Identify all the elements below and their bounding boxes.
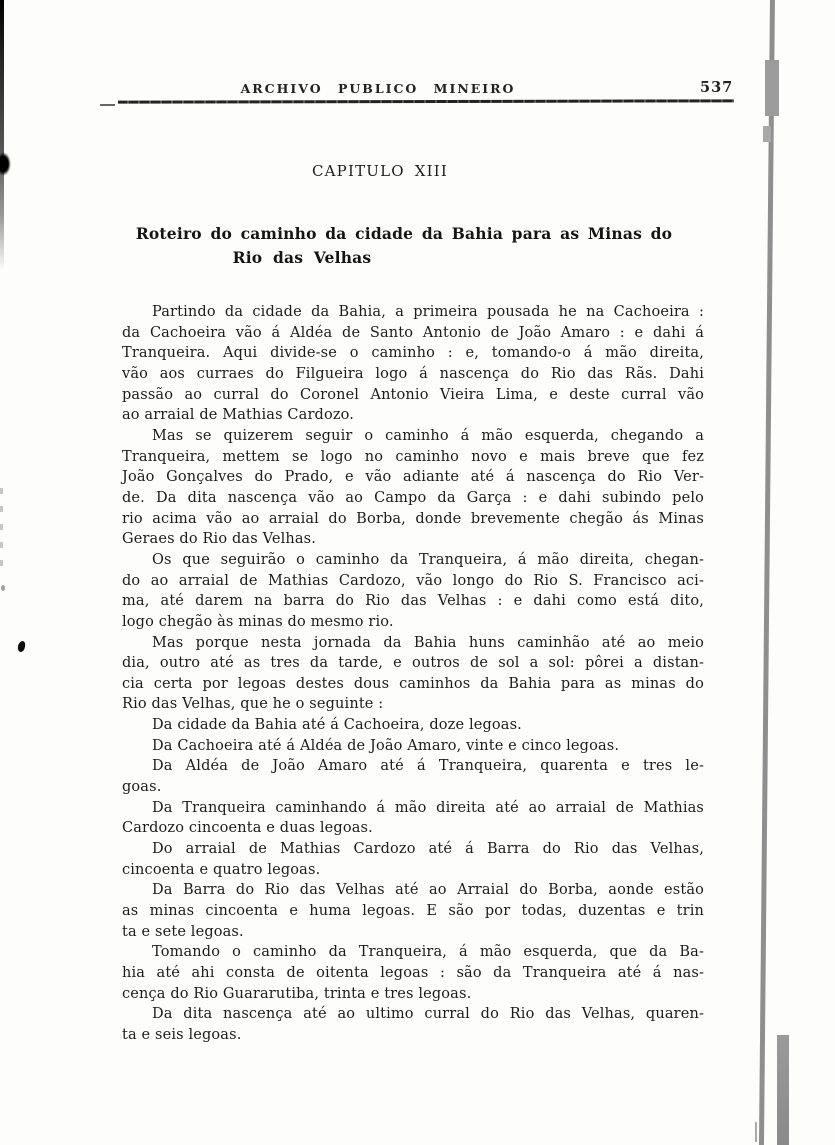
header-rule-dash bbox=[100, 104, 115, 106]
text-line: Da Barra do Rio das Velhas até ao Arraial do Borba, aonde estão bbox=[152, 882, 704, 899]
text-line: ao arraial de Mathias Cardozo. bbox=[122, 407, 355, 424]
ink-spot bbox=[17, 641, 25, 653]
text-line: rio acima vão ao arraial do Borba, donde brevemente chegão ás Minas bbox=[122, 510, 704, 527]
text-line: Do arraial de Mathias Cardozo até á Barra do Rio das Velhas, bbox=[152, 841, 704, 858]
paragraph bbox=[122, 633, 704, 716]
text-line: Da dita nascença até ao ultimo curral do Rio das Velhas, quaren- bbox=[152, 1006, 704, 1023]
page-gutter-smudge-bottom bbox=[777, 1035, 789, 1145]
text-line: vão aos curraes do Filgueira logo á nascença do Rio das Rãs. Dahi bbox=[122, 365, 704, 382]
section-title-line2: Rio das Velhas bbox=[232, 248, 372, 267]
text-line: ta e seis legoas. bbox=[122, 1026, 242, 1043]
page-number: 537 bbox=[700, 79, 734, 96]
text-line: Os que seguirão o caminho da Tranqueira, á mão direita, chegan- bbox=[152, 551, 704, 568]
text-line: cença do Rio Guararutiba, trinta e tres legoas. bbox=[122, 985, 472, 1002]
text-line: cincoenta e quatro legoas. bbox=[122, 861, 321, 878]
paragraph bbox=[122, 715, 704, 736]
scan-left-edge-smudge bbox=[0, 152, 11, 176]
scan-left-edge-streak bbox=[0, 0, 4, 270]
text-line: Mas se quizerem seguir o caminho á mão esquerda, chegando a bbox=[152, 427, 704, 444]
text-line: Mas porque nesta jornada da Bahia huns caminhão até ao meio bbox=[152, 634, 704, 651]
page-gutter-line bbox=[759, 0, 775, 1145]
text-line: ta e sete legoas. bbox=[122, 923, 244, 940]
text-line: do ao arraial de Mathias Cardozo, vão longo do Rio S. Francisco aci- bbox=[122, 572, 704, 589]
text-body bbox=[122, 302, 704, 1046]
text-line: goas. bbox=[122, 779, 162, 796]
text-line: ma, até darem na barra do Rio das Velhas : e dahi como está dito, bbox=[122, 593, 704, 610]
text-line: hia até ahi consta de oitenta legoas : são da Tranqueira até á nas- bbox=[122, 965, 704, 981]
paragraph bbox=[122, 426, 704, 550]
scan-left-dot bbox=[1, 585, 5, 591]
scan-left-edge-marks bbox=[0, 488, 3, 568]
text-line: João Gonçalves do Prado, e vão adiante até á nascença do Rio Ver- bbox=[122, 469, 704, 486]
text-line: Da Cachoeira até á Aldéa de João Amaro, vinte e cinco legoas. bbox=[152, 737, 620, 754]
paragraph bbox=[122, 839, 704, 880]
page-gutter-notch bbox=[763, 126, 771, 142]
text-line: Partindo da cidade da Bahia, a primeira pousada he na Cachoeira : bbox=[152, 304, 704, 320]
text-line: Rio das Velhas, que he o seguinte : bbox=[122, 696, 384, 713]
text-line: Da cidade da Bahia até á Cachoeira, doze legoas. bbox=[152, 717, 522, 734]
text-line: Tranqueira. Aqui divide-se o caminho : e, tomando-o á mão direita, bbox=[122, 345, 704, 362]
paragraph bbox=[122, 880, 704, 942]
text-line: Tomando o caminho da Tranqueira, á mão esquerda, que da Ba- bbox=[152, 944, 704, 961]
page-gutter-smudge-top bbox=[765, 60, 779, 116]
section-title-line1: Roteiro do caminho da cidade da Bahia para as Minas do bbox=[135, 224, 673, 243]
text-line: logo chegão às minas do mesmo rio. bbox=[122, 613, 394, 630]
chapter-heading: CAPITULO XIII bbox=[311, 162, 449, 180]
text-line: cia certa por legoas destes dous caminhos da Bahia para as minas do bbox=[122, 675, 704, 692]
text-line: Da Tranqueira caminhando á mão direita até ao arraial de Mathias bbox=[152, 799, 704, 816]
text-line: as minas cincoenta e huma legoas. E são por todas, duzentas e trin bbox=[122, 903, 704, 920]
text-line: Da Aldéa de João Amaro até á Tranqueira, quarenta e tres le- bbox=[152, 758, 704, 775]
paragraph bbox=[122, 942, 704, 1004]
text-line: de. Da dita nascença vão ao Campo da Garça : e dahi subindo pelo bbox=[122, 489, 704, 506]
scan-bottom-tick bbox=[755, 1122, 757, 1142]
text-line: Cardozo cincoenta e duas legoas. bbox=[122, 820, 373, 837]
text-line: dia, outro até as tres da tarde, e outros de sol a sol: pôrei a distan- bbox=[122, 655, 704, 672]
running-header-title: ARCHIVO PUBLICO MINEIRO bbox=[240, 81, 516, 96]
paragraph bbox=[122, 550, 704, 633]
text-line: Tranqueira, mettem se logo no caminho novo e mais breve que fez bbox=[122, 448, 704, 465]
text-line: passão ao curral do Coronel Antonio Vieira Lima, e deste curral vão bbox=[122, 386, 704, 403]
text-line: da Cachoeira vão á Aldéa de Santo Antonio de João Amaro : e dahi á bbox=[122, 324, 704, 341]
paragraph bbox=[122, 798, 704, 839]
text-line: Geraes do Rio das Velhas. bbox=[122, 531, 317, 548]
paragraph bbox=[122, 302, 704, 426]
paragraph bbox=[122, 1004, 704, 1045]
header-rule bbox=[118, 99, 734, 103]
paragraph bbox=[122, 736, 704, 757]
paragraph bbox=[122, 756, 704, 797]
